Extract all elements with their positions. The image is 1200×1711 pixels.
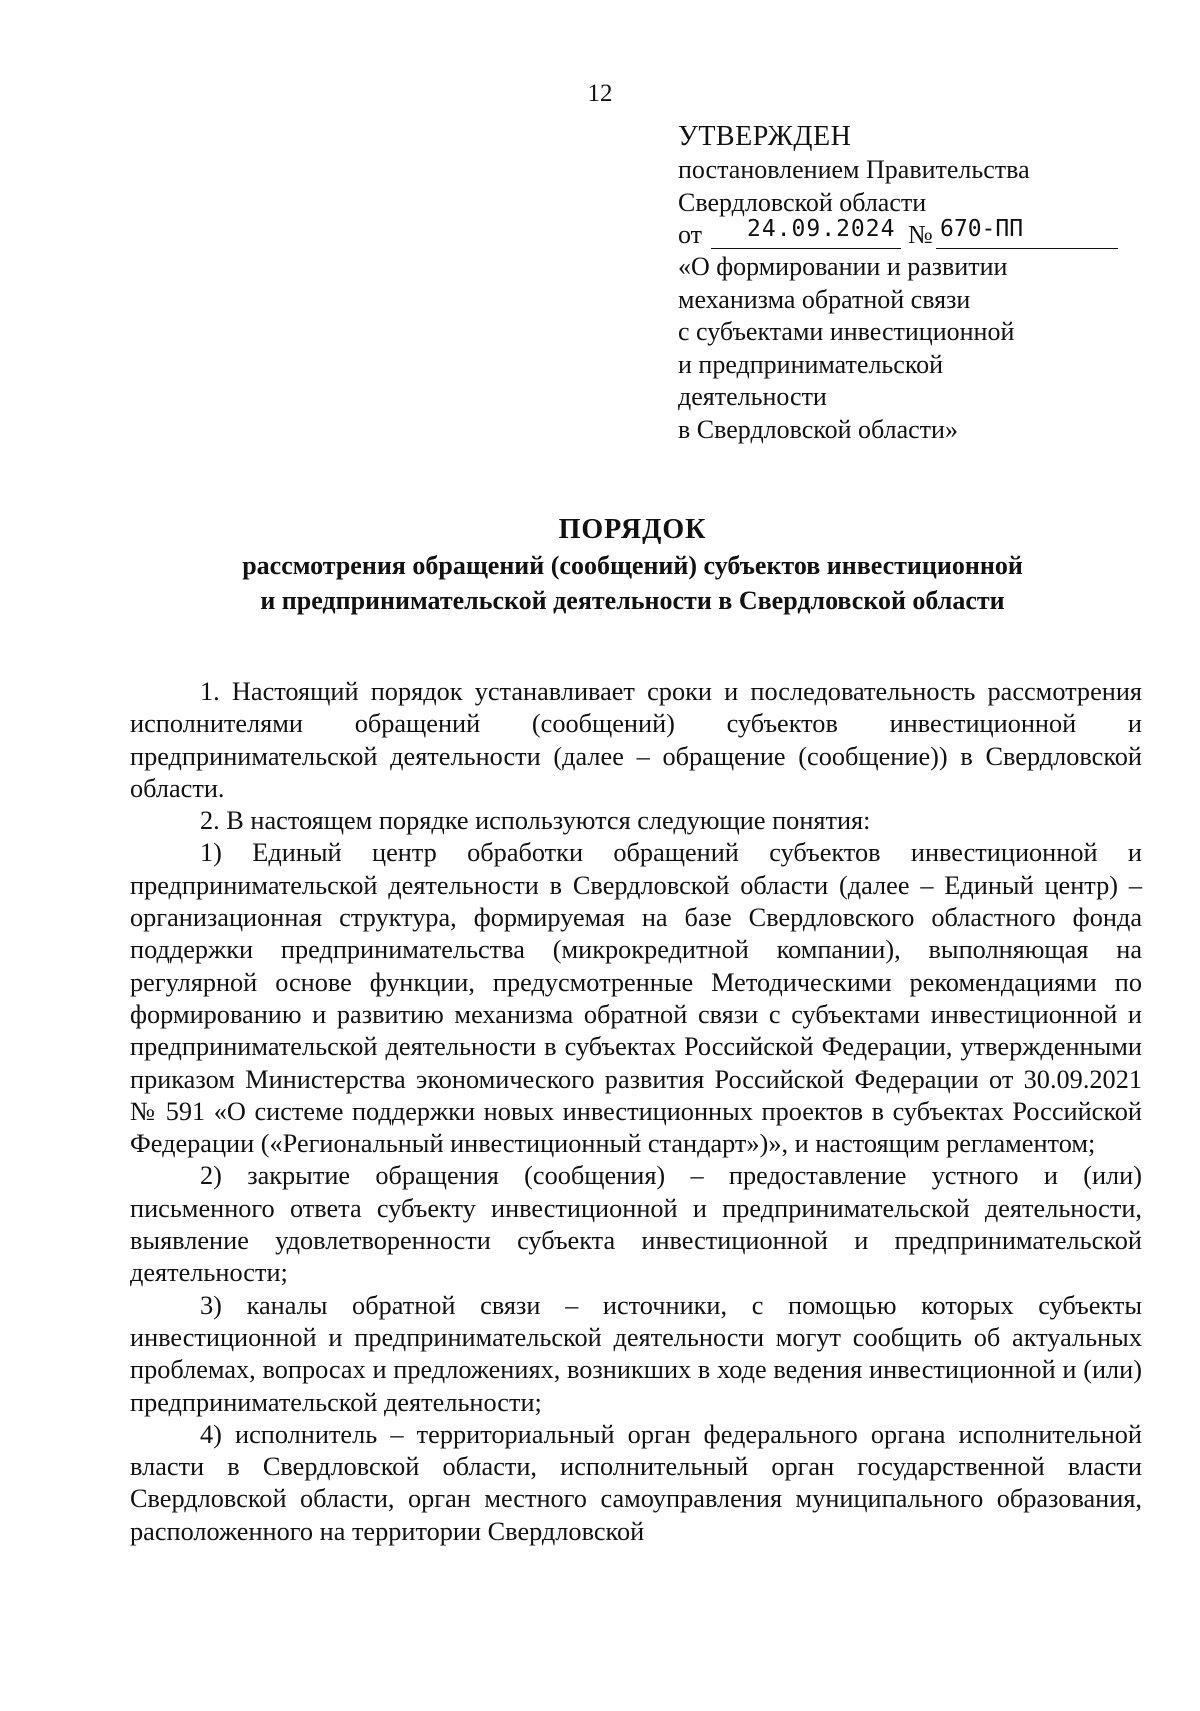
resolution-title-line: «О формировании и развитии [678, 252, 1008, 281]
approval-heading: УТВЕРЖДЕН [678, 121, 852, 152]
document-subtitle-line: рассмотрения обращений (сообщений) субъектов инвестиционной [242, 551, 1023, 580]
paragraph: 1. Настоящий порядок устанавливает сроки и последовательность рассмотрения исполнителями обращений (сообщений) субъектов инвестиционной и предпринимательской деятельности (далее – обращение (сообщение)) в Свердловской области. [130, 677, 1142, 803]
document-subtitle-line: и предпринимательской деятельности в Свердловской области [260, 586, 1005, 615]
document-body [130, 676, 1142, 1548]
date-prefix: от [678, 220, 703, 249]
date-field [711, 216, 901, 249]
resolution-title-line: с субъектами инвестиционной [678, 317, 1015, 346]
resolution-date: 24.09.2024 [747, 216, 896, 242]
date-number-line [678, 216, 1148, 251]
number-prefix: № [908, 220, 933, 249]
paragraph: 3) каналы обратной связи – источники, с помощью которых субъекты инвестиционной и предпринимательской деятельности могут сообщить об актуальных проблемах, вопросах и предложениях, возникших в ходе ведения инвестиционной и (или) предпринимательской деятельности; [130, 1290, 1142, 1417]
resolution-number: 670-ПП [940, 216, 1024, 242]
paragraph: 1) Единый центр обработки обращений субъектов инвестиционной и предпринимательской деятельности в Свердловской области (далее – Единый центр) – организационная структура, формируемая на базе Свердловского областного фонда поддержки предпринимательства (микрокредитной компании), выполняющая на регулярной основе функции, предусмотренные Методическими рекомендациями по формированию и развитию механизма обратной связи с субъектами инвестиционной и предпринимательской деятельности в субъектах Российской Федерации, утвержденными приказом Министерства экономического развития Российской Федерации от 30.09.2021 № 591 «О системе поддержки новых инвестиционных проектов в субъектах Российской Федерации («Региональный инвестиционный стандарт»)», и настоящим регламентом; [130, 838, 1142, 1159]
document-title: ПОРЯДОК [558, 514, 707, 545]
approval-line: постановлением Правительства [678, 155, 1030, 184]
approval-line: Свердловской области [678, 187, 927, 217]
paragraph: 2) закрытие обращения (сообщения) – предоставление устного и (или) письменного ответа субъекту инвестиционной и предпринимательской деятельности, выявление удовлетворенности субъекта инвестиционной и предпринимательской деятельности; [130, 1161, 1142, 1288]
document-title-block [0, 512, 1200, 618]
resolution-title-line: и предпринимательской [678, 349, 944, 379]
number-field [936, 216, 1118, 249]
resolution-title-line: в Свердловской области» [678, 414, 958, 444]
approval-stamp [678, 120, 1148, 446]
paragraph: 2. В настоящем порядке используются следующие понятия: [200, 806, 871, 836]
page-number: 12 [587, 80, 613, 107]
paragraph: 4) исполнитель – территориальный орган федерального органа исполнительной власти в Свердловской области, исполнительный орган государственной власти Свердловской области, орган местного самоуправления муниципального образования, расположенного на территории Свердловской [130, 1419, 1142, 1546]
resolution-title-line: механизма обратной связи [678, 284, 971, 314]
resolution-title-line: деятельности [678, 382, 827, 411]
